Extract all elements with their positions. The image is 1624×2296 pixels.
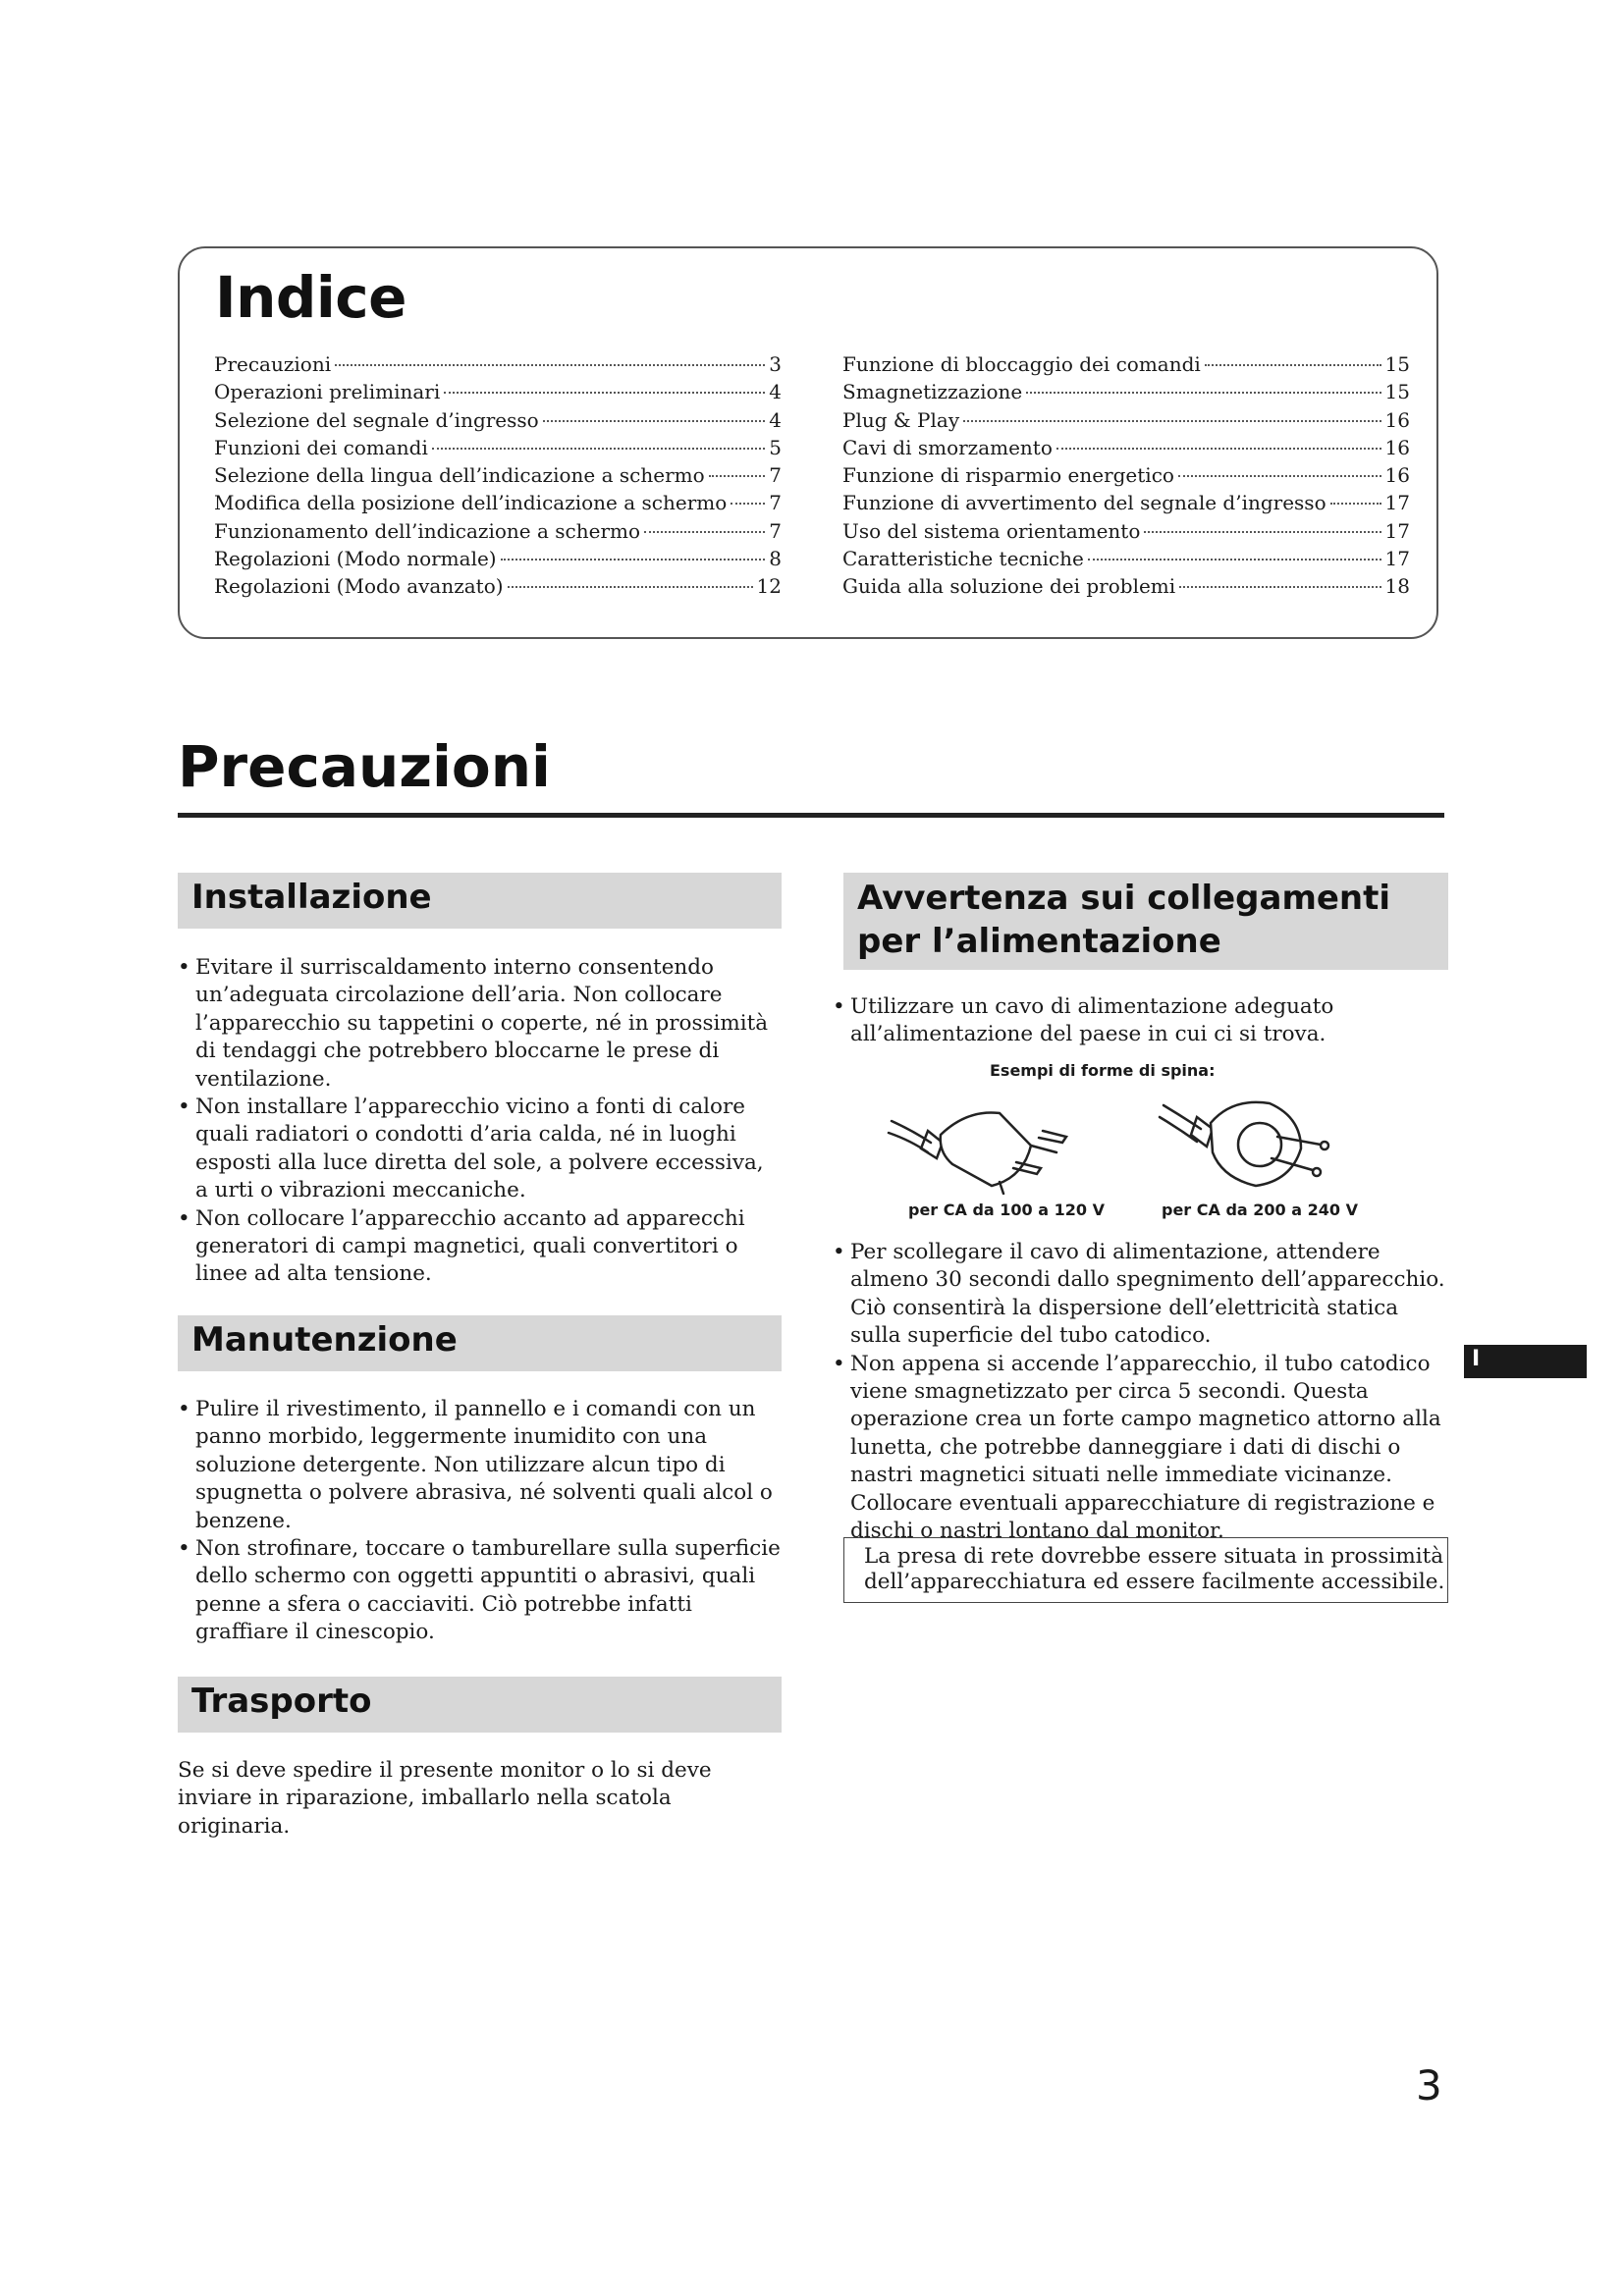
section-header-trasporto: [178, 1677, 782, 1733]
toc-dot-leader: [1056, 448, 1381, 450]
toc-entry: [214, 491, 782, 518]
toc-dot-leader: [644, 531, 765, 533]
plug-caption-eu: per CA da 200 a 240 V: [1162, 1201, 1358, 1219]
toc-entry: [214, 380, 782, 407]
toc-entry-label: Smagnetizzazione: [842, 380, 1023, 404]
toc-entry-page: 8: [769, 547, 782, 571]
toc-dot-leader: [1178, 475, 1381, 477]
toc-entry-label: Operazioni preliminari: [214, 380, 441, 404]
toc-dot-leader: [501, 559, 766, 561]
toc-entry-label: Caratteristiche tecniche: [842, 547, 1084, 571]
list-item: • Utilizzare un cavo di alimentazione adeguato all’alimentazione del paese in cui ci si trova.: [833, 993, 1446, 1049]
toc-dot-leader: [1088, 559, 1381, 561]
title-divider: [178, 813, 1444, 818]
toc-entry-label: Regolazioni (Modo normale): [214, 547, 497, 571]
toc-entry: [842, 463, 1410, 491]
toc-dot-leader: [543, 420, 766, 422]
manutenzione-list: [178, 1396, 782, 1647]
section-header-installazione: [178, 873, 782, 929]
toc-entry-label: Uso del sistema orientamento: [842, 518, 1141, 543]
toc-entry-page: 15: [1384, 380, 1410, 404]
toc-entry-label: Funzione di avvertimento del segnale d’ingresso: [842, 491, 1326, 515]
section-heading-line-2: per l’alimentazione: [857, 922, 1221, 961]
avvertenza-list-2: [833, 1239, 1446, 1545]
installazione-body: [178, 954, 782, 1289]
toc-entry: [842, 547, 1410, 574]
toc-dot-leader: [963, 420, 1380, 422]
toc-entry-label: Precauzioni: [214, 352, 332, 376]
section-heading-text: Installazione: [191, 878, 432, 917]
toc-entry-page: 16: [1384, 407, 1410, 432]
toc-column-right: [842, 352, 1410, 603]
toc-entry-page: 17: [1384, 547, 1410, 571]
toc-entry-page: 3: [769, 352, 782, 376]
toc-entry: [842, 352, 1410, 380]
page-title: Precauzioni: [178, 733, 551, 800]
toc-dot-leader: [1205, 364, 1381, 366]
trasporto-text: Se si deve spedire il presente monitor o lo si deve inviare in riparazione, imballarlo nella scatola originaria.: [178, 1758, 712, 1839]
notice-text: La presa di rete dovrebbe essere situata in prossimità dell’apparecchiatura ed essere facilmente accessibile.: [864, 1544, 1445, 1594]
section-heading-line-1: Avvertenza sui collegamenti: [857, 879, 1391, 918]
trasporto-body: [178, 1757, 782, 1841]
toc-entry: [214, 547, 782, 574]
toc-entry-page: 4: [769, 407, 782, 432]
toc-dot-leader: [508, 586, 753, 588]
section-heading-text: Manutenzione: [191, 1320, 458, 1360]
toc-dot-leader: [1144, 531, 1380, 533]
section-heading-text: Trasporto: [191, 1682, 372, 1721]
list-item: • Per scollegare il cavo di alimentazione, attendere almeno 30 secondi dallo spegnimento dell’apparecchio. Ciò consentirà la dispersione dell’elettricità statica sulla superficie del tubo catodico.: [833, 1239, 1446, 1351]
schuko-plug-illustration: [1154, 1088, 1360, 1196]
toc-entry: [214, 408, 782, 436]
toc-entry: [842, 519, 1410, 547]
toc-entry: [214, 463, 782, 491]
toc-entry-label: Funzione di risparmio energetico: [842, 463, 1174, 488]
toc-title: Indice: [215, 264, 406, 331]
toc-entry: [842, 491, 1410, 518]
toc-entry-page: 12: [756, 574, 782, 599]
toc-entry: [214, 574, 782, 602]
toc-entry: [842, 574, 1410, 602]
toc-entry-label: Guida alla soluzione dei problemi: [842, 574, 1176, 599]
toc-entry: [842, 436, 1410, 463]
toc-entry-label: Selezione della lingua dell’indicazione a schermo: [214, 463, 705, 488]
toc-entry-label: Modifica della posizione dell’indicazione a schermo: [214, 491, 728, 515]
toc-dot-leader: [444, 392, 765, 394]
toc-entry-label: Funzionamento dell’indicazione a schermo: [214, 518, 641, 543]
toc-entry-page: 7: [769, 518, 782, 543]
toc-entry: [214, 352, 782, 380]
toc-entry-label: Regolazioni (Modo avanzato): [214, 574, 504, 599]
avvertenza-body-2: [833, 1239, 1446, 1545]
toc-dot-leader: [1179, 586, 1380, 588]
notice-box: [843, 1537, 1448, 1603]
list-item: • Non strofinare, toccare o tamburellare sulla superficie dello schermo con oggetti appuntiti o abrasivi, quali penne a sfera o cacciaviti. Ciò potrebbe infatti graffiare il cinescopio.: [178, 1535, 782, 1647]
toc-entry-page: 5: [769, 435, 782, 459]
toc-entry-page: 15: [1384, 352, 1410, 376]
section-header-manutenzione: [178, 1315, 782, 1371]
toc-dot-leader: [1330, 503, 1381, 505]
toc-entry-label: Cavi di smorzamento: [842, 435, 1053, 459]
toc-entry-page: 16: [1384, 463, 1410, 488]
toc-entry: [214, 436, 782, 463]
toc-dot-leader: [335, 364, 765, 366]
toc-entry: [214, 519, 782, 547]
toc-entry-label: Funzione di bloccaggio dei comandi: [842, 352, 1201, 376]
avvertenza-list-1: [833, 993, 1446, 1049]
toc-entry-page: 7: [769, 463, 782, 488]
language-tab: I: [1464, 1345, 1587, 1378]
manutenzione-body: [178, 1396, 782, 1647]
list-item: • Non collocare l’apparecchio accanto ad apparecchi generatori di campi magnetici, quali convertitori o linee ad alta tensione.: [178, 1205, 782, 1289]
avvertenza-body-1: [833, 993, 1446, 1049]
toc-dot-leader: [731, 503, 765, 505]
toc-dot-leader: [432, 448, 765, 450]
table-of-contents: [178, 246, 1438, 639]
toc-entry-label: Selezione del segnale d’ingresso: [214, 407, 539, 432]
section-header-avvertenza: [843, 873, 1448, 970]
toc-entry-page: 7: [769, 491, 782, 515]
us-plug-illustration: [884, 1092, 1090, 1195]
toc-entry-page: 16: [1384, 435, 1410, 459]
list-item: • Non appena si accende l’apparecchio, il tubo catodico viene smagnetizzato per circa 5 secondi. Questa operazione crea un forte campo magnetico attorno alla lunetta, che potrebbe danneggiare i dati di dischi o nastri magnetici situati nelle immediate vicinanze. Collocare eventuali apparecchiature di registrazione e dischi o nastri lontano dal monitor.: [833, 1351, 1446, 1546]
toc-column-left: [214, 352, 782, 603]
toc-entry: [842, 380, 1410, 407]
toc-entry-label: Plug & Play: [842, 407, 960, 432]
page-number: 3: [1416, 2061, 1442, 2109]
toc-entry-page: 18: [1384, 574, 1410, 599]
list-item: • Pulire il rivestimento, il pannello e i comandi con un panno morbido, leggermente inumidito con una soluzione detergente. Non utilizzare alcun tipo di spugnetta o polvere abrasiva, né solventi quali alcol o benzene.: [178, 1396, 782, 1535]
toc-dot-leader: [1026, 392, 1380, 394]
toc-entry-page: 4: [769, 380, 782, 404]
toc-entry-page: 17: [1384, 491, 1410, 515]
toc-entry-label: Funzioni dei comandi: [214, 435, 428, 459]
list-item: • Evitare il surriscaldamento interno consentendo un’adeguata circolazione dell’aria. Non collocare l’apparecchio su tappetini o coperte, né in prossimità di tendaggi che potrebbero bloccarne le prese di ventilazione.: [178, 954, 782, 1094]
list-item: • Non installare l’apparecchio vicino a fonti di calore quali radiatori o condotti d’aria calda, né in luoghi esposti alla luce diretta del sole, a polvere eccessiva, a urti o vibrazioni meccaniche.: [178, 1094, 782, 1205]
toc-entry: [842, 408, 1410, 436]
toc-entry-page: 17: [1384, 518, 1410, 543]
toc-dot-leader: [709, 475, 766, 477]
plug-caption-us: per CA da 100 a 120 V: [908, 1201, 1105, 1219]
plug-examples-title: Esempi di forme di spina:: [990, 1061, 1216, 1080]
installazione-list: [178, 954, 782, 1289]
